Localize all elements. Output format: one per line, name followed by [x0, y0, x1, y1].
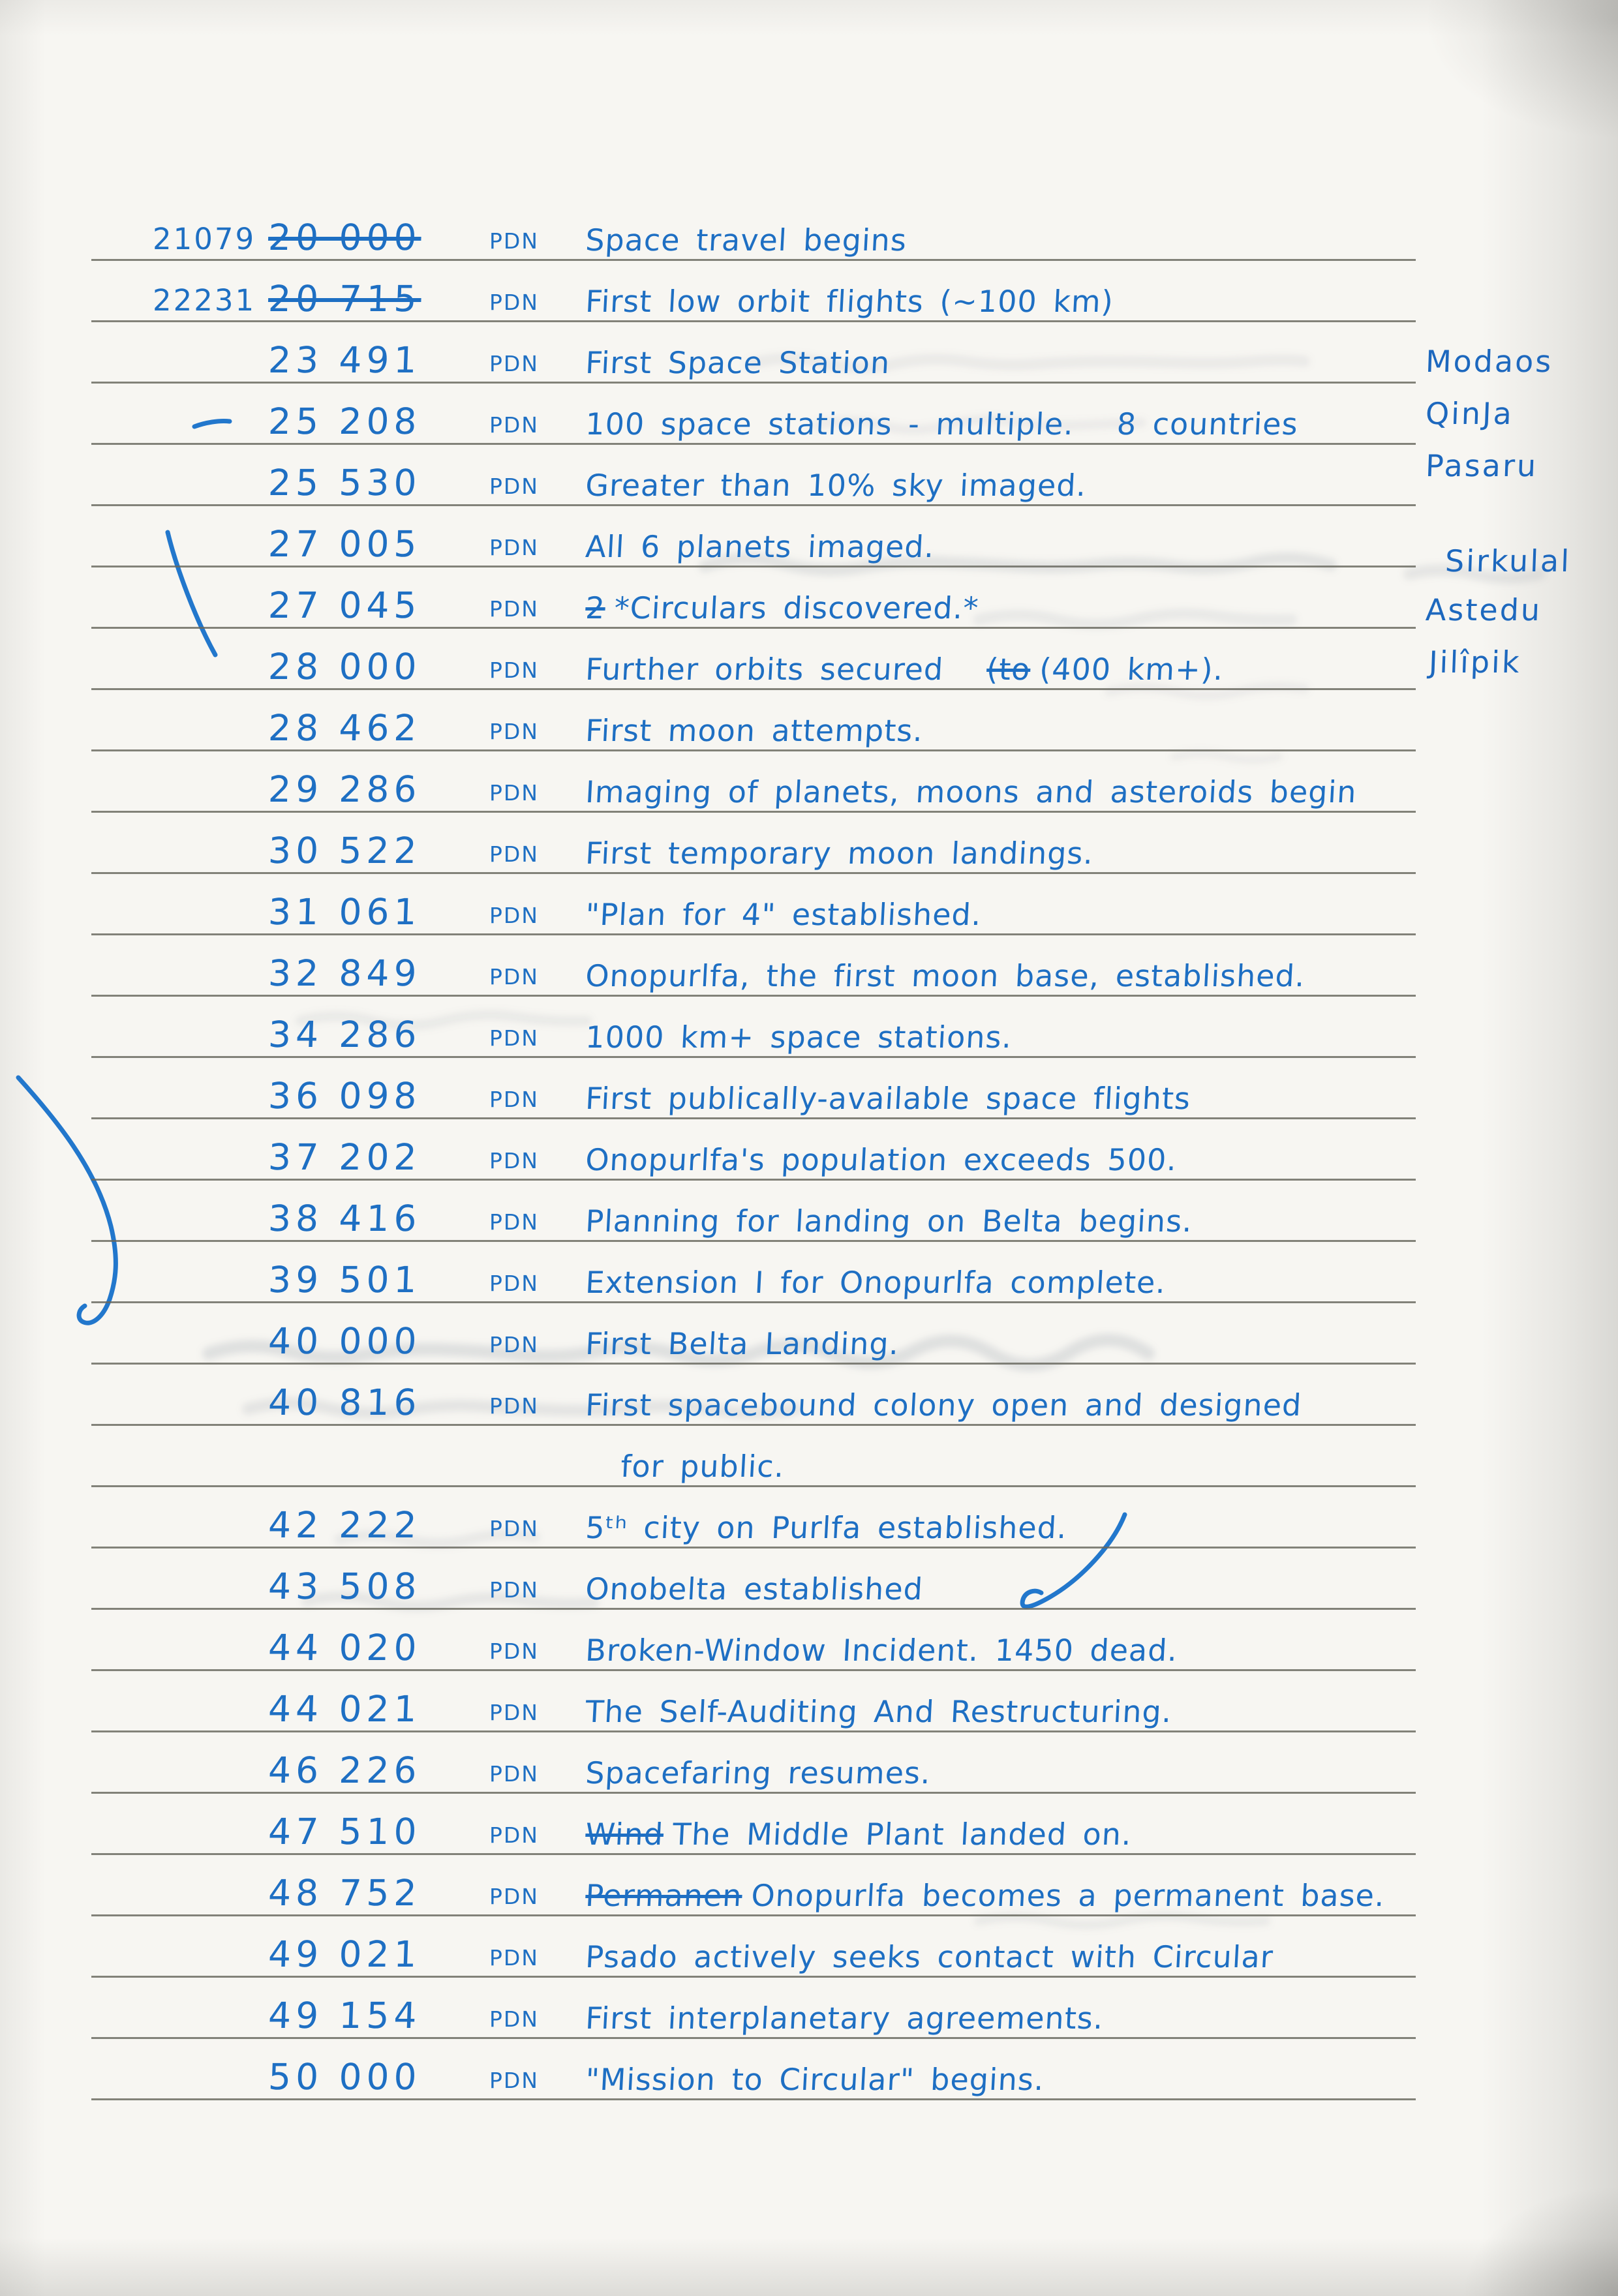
unit-label: PDN [489, 228, 539, 254]
unit-label: PDN [489, 903, 539, 928]
unit-label: PDN [489, 719, 539, 744]
year-value: 32 849 [267, 952, 422, 994]
margin-note: Sirkulal [1444, 543, 1572, 579]
event-text-segment: Onopurlfa, the first moon base, established. [585, 958, 1306, 993]
timeline-row [91, 1671, 1416, 1732]
timeline-row [91, 261, 1416, 322]
event-text-segment: First Belta Landing. [585, 1326, 900, 1361]
timeline-row [91, 997, 1416, 1058]
unit-label: PDN [489, 841, 539, 867]
year-value: 25 208 [267, 400, 422, 442]
year-value: 46 226 [267, 1749, 422, 1791]
event-text-segment: First moon attempts. [585, 713, 924, 748]
year-value: 29 286 [267, 768, 422, 810]
timeline-row [91, 1916, 1416, 1978]
unit-label: PDN [489, 474, 539, 499]
event-text-segment: 2 [585, 590, 607, 626]
event-text-segment: All 6 planets imaged. [585, 529, 936, 564]
event-text [585, 284, 1123, 319]
timeline-row [91, 322, 1416, 384]
event-text [585, 1571, 933, 1607]
event-text [585, 2001, 1114, 2036]
unit-label: PDN [489, 1148, 539, 1173]
event-text [585, 1203, 1202, 1239]
event-text [585, 1939, 1283, 1974]
year-value: 38 416 [267, 1198, 422, 1239]
event-text-segment: "Mission to Circular" begins. [585, 2062, 1046, 2097]
event-text [620, 1449, 795, 1484]
year-value: 20 715 [267, 278, 422, 320]
event-text [585, 1265, 1176, 1300]
year-value: 40 000 [267, 1320, 422, 1362]
margin-note: Pasaru [1425, 448, 1539, 483]
event-text [585, 590, 989, 626]
timeline-list [91, 200, 1416, 2100]
event-text-segment: Greater than 10% sky imaged. [585, 468, 1088, 503]
timeline-row [91, 1548, 1416, 1610]
year-value: 25 530 [267, 462, 422, 504]
event-text [585, 468, 1097, 503]
unit-label: PDN [489, 1639, 539, 1664]
year-value: 27 045 [267, 584, 422, 626]
unit-label: PDN [489, 964, 539, 989]
event-text-segment: Onopurlfa's population exceeds 500. [585, 1142, 1178, 1177]
event-text [585, 1694, 1182, 1729]
year-value: 44 021 [267, 1688, 422, 1730]
year-value: 30 522 [267, 830, 422, 871]
event-text [585, 1878, 1395, 1913]
timeline-row [91, 2039, 1416, 2100]
unit-label: PDN [489, 1271, 539, 1296]
event-text-segment: The Self-Auditing And Restructuring. [585, 1694, 1173, 1729]
timeline-row [91, 751, 1416, 813]
unit-label: PDN [489, 1761, 539, 1787]
event-text-segment: First publically-available space flights [585, 1081, 1192, 1116]
unit-label: PDN [489, 1209, 539, 1235]
event-text-segment: for public. [620, 1449, 786, 1484]
unit-label: PDN [489, 596, 539, 622]
event-text-segment: First temporary moon landings. [585, 836, 1095, 871]
unit-label: PDN [489, 1393, 539, 1419]
timeline-row [91, 1426, 1416, 1487]
unit-label: PDN [489, 351, 539, 376]
year-value: 34 286 [267, 1014, 422, 1055]
unit-label: PDN [489, 1025, 539, 1051]
timeline-row [91, 629, 1416, 690]
unit-label: PDN [489, 290, 539, 315]
margin-note: Astedu [1425, 592, 1543, 627]
event-text [585, 1081, 1200, 1116]
event-text-segment: Psado actively seeks contact with Circular [585, 1939, 1275, 1974]
event-text [585, 1817, 1142, 1852]
timeline-row [91, 1242, 1416, 1303]
year-value: 43 508 [267, 1565, 422, 1607]
year-value: 37 202 [267, 1136, 422, 1178]
event-text-segment: (to [985, 652, 1031, 687]
unit-label: PDN [489, 1945, 539, 1971]
timeline-row [91, 874, 1416, 935]
event-text [585, 1755, 941, 1790]
timeline-row [91, 384, 1416, 445]
event-text [585, 774, 1367, 809]
unit-label: PDN [489, 1087, 539, 1112]
event-text [585, 1020, 1022, 1055]
year-value: 27 005 [267, 523, 422, 565]
year-value: 23 491 [267, 339, 422, 381]
event-text-segment: Onopurlfa becomes a permanent base. [750, 1878, 1386, 1913]
event-text-segment: *Circulars discovered.* [613, 590, 980, 626]
event-text [585, 2062, 1054, 2097]
timeline-row [91, 567, 1416, 629]
event-text [585, 836, 1104, 871]
event-text [585, 1326, 909, 1361]
event-text [585, 958, 1315, 993]
event-text-segment: Extension I for Onopurlfa complete. [585, 1265, 1167, 1300]
timeline-row [91, 1058, 1416, 1119]
margin-note: Modaos [1425, 344, 1554, 379]
timeline-row [91, 1365, 1416, 1426]
year-value: 49 021 [267, 1933, 422, 1975]
timeline-row [91, 445, 1416, 506]
unit-label: PDN [489, 780, 539, 806]
event-text-segment: Permanen [585, 1878, 743, 1913]
event-text-segment: Planning for landing on Belta begins. [585, 1203, 1194, 1239]
event-text-segment: Spacefaring resumes. [585, 1755, 932, 1790]
event-text-segment: First spacebound colony open and designed [585, 1387, 1303, 1423]
event-text-segment: 8 countries [1116, 406, 1300, 442]
year-value: 44 020 [267, 1627, 422, 1669]
year-value: 49 154 [267, 1995, 422, 2036]
year-value: 40 816 [267, 1382, 422, 1423]
timeline-row [91, 1487, 1416, 1548]
timeline-row [91, 1978, 1416, 2039]
timeline-row [91, 1610, 1416, 1671]
event-text [585, 345, 900, 380]
event-text-segment: 100 space stations - multiple. [585, 406, 1075, 442]
event-text [585, 1510, 1077, 1545]
event-text-segment: (400 km+). [1038, 652, 1225, 687]
event-text [585, 1633, 1188, 1668]
event-text-segment: Further orbits secured [585, 652, 945, 687]
event-text-segment: Imaging of planets, moons and asteroids begin [585, 774, 1358, 809]
year-value: 50 000 [267, 2056, 422, 2098]
timeline-row [91, 1855, 1416, 1916]
unit-label: PDN [489, 1332, 539, 1357]
unit-label: PDN [489, 1822, 539, 1848]
event-text [585, 713, 933, 748]
event-text [585, 652, 1234, 687]
event-text [585, 1387, 1312, 1423]
event-text [585, 406, 1308, 442]
event-text-segment: First interplanetary agreements. [585, 2001, 1105, 2036]
unit-label: PDN [489, 1884, 539, 1909]
timeline-row [91, 935, 1416, 997]
year-value: 47 510 [267, 1811, 422, 1852]
year-value: 28 462 [267, 707, 422, 749]
event-text-segment: 5ᵗʰ city on Purlfa established. [585, 1510, 1069, 1545]
event-text-segment: Space travel begins [585, 222, 908, 258]
event-text [585, 1142, 1187, 1177]
event-text-segment: Onobelta established [585, 1571, 924, 1607]
event-text-segment: 1000 km+ space stations. [585, 1020, 1013, 1055]
ledger-number: 21079 [153, 222, 256, 256]
year-value: 48 752 [267, 1872, 422, 1914]
timeline-row [91, 506, 1416, 567]
year-value: 42 222 [267, 1504, 422, 1546]
timeline-row [91, 1119, 1416, 1181]
timeline-row [91, 1303, 1416, 1365]
unit-label: PDN [489, 1516, 539, 1541]
event-text-segment: Wind [585, 1817, 665, 1852]
unit-label: PDN [489, 1700, 539, 1725]
unit-label: PDN [489, 2006, 539, 2032]
event-text-segment: "Plan for 4" established. [585, 897, 983, 932]
year-value: 20 000 [267, 217, 422, 258]
year-value: 36 098 [267, 1075, 422, 1117]
timeline-row [91, 690, 1416, 751]
event-text-segment: First Space Station [585, 345, 891, 380]
timeline-row [91, 1732, 1416, 1794]
year-value: 28 000 [267, 646, 422, 687]
event-text [585, 222, 917, 258]
margin-note: Jilîpik [1428, 644, 1522, 680]
timeline-row [91, 200, 1416, 261]
unit-label: PDN [489, 657, 539, 683]
event-text [585, 529, 945, 564]
timeline-row [91, 1181, 1416, 1242]
unit-label: PDN [489, 2068, 539, 2093]
event-text [585, 897, 992, 932]
event-text-segment: The Middle Plant landed on. [671, 1817, 1133, 1852]
year-value: 31 061 [267, 891, 422, 933]
unit-label: PDN [489, 1577, 539, 1603]
ledger-number: 22231 [153, 283, 256, 318]
unit-label: PDN [489, 535, 539, 560]
year-value: 39 501 [267, 1259, 422, 1301]
event-text-segment: First low orbit flights (~100 km) [585, 284, 1115, 319]
unit-label: PDN [489, 412, 539, 438]
timeline-row [91, 1794, 1416, 1855]
event-text-segment: Broken-Window Incident. 1450 dead. [585, 1633, 1179, 1668]
timeline-row [91, 813, 1416, 874]
margin-note: QinJa [1425, 396, 1514, 431]
